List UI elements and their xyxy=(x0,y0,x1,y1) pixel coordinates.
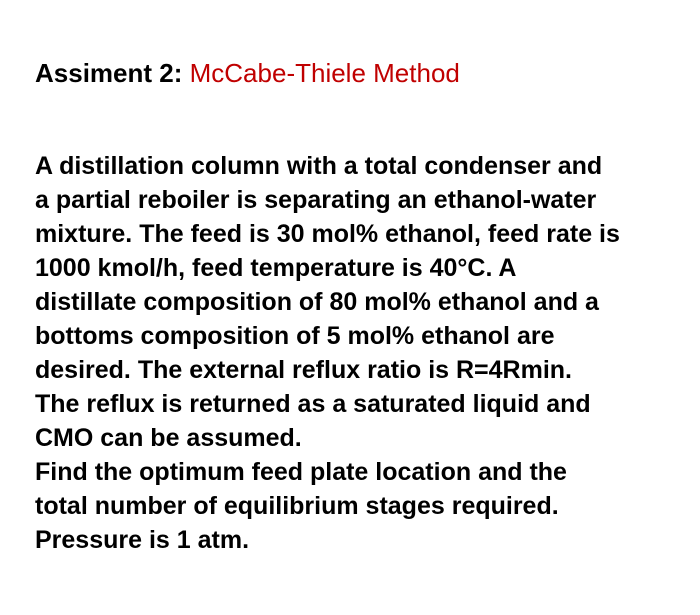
problem-line: 1000 kmol/h, feed temperature is 40°C. A xyxy=(35,254,517,282)
problem-statement xyxy=(35,149,700,557)
problem-line: A distillation column with a total condenser and xyxy=(35,152,603,180)
assignment-topic: McCabe-Thiele Method xyxy=(189,58,460,88)
problem-line: desired. The external reflux ratio is R=4Rmin. xyxy=(35,356,572,384)
problem-line: distillate composition of 80 mol% ethanol and a xyxy=(35,288,599,316)
problem-line: a partial reboiler is separating an ethanol-water xyxy=(35,186,597,214)
problem-line: The reflux is returned as a saturated liquid and xyxy=(35,390,591,418)
problem-line: Find the optimum feed plate location and the xyxy=(35,458,567,486)
assignment-heading xyxy=(35,58,460,88)
problem-line: mixture. The feed is 30 mol% ethanol, feed rate is xyxy=(35,220,620,248)
problem-line: CMO can be assumed. xyxy=(35,424,302,452)
assignment-number: Assiment 2: xyxy=(35,58,183,88)
problem-line: total number of equilibrium stages required. xyxy=(35,492,559,520)
problem-line: Pressure is 1 atm. xyxy=(35,526,250,554)
problem-line: bottoms composition of 5 mol% ethanol are xyxy=(35,322,555,350)
